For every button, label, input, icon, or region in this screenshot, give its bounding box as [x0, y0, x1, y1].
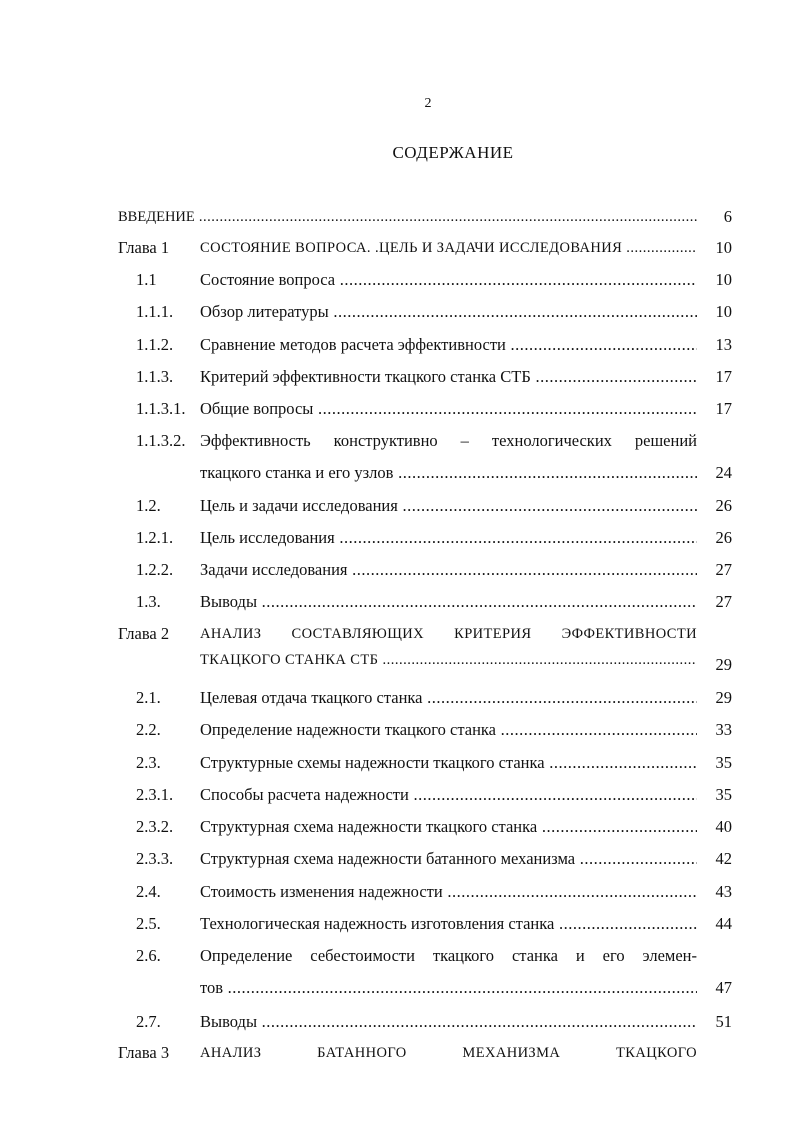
toc-page-2-3-3: 42: [715, 849, 732, 868]
toc-page-1-3: 27: [715, 592, 732, 611]
toc-entry-ch1: СОСТОЯНИЕ ВОПРОСА. .ЦЕЛЬ И ЗАДАЧИ ИССЛЕДОВАНИЯ .....: [200, 238, 697, 258]
toc-num-1-1-3-1: 1.1.3.1.: [136, 399, 186, 418]
page-number: 2: [424, 96, 432, 111]
toc-num-ch3: Глава 3: [118, 1043, 170, 1062]
toc-entry-2-6-line2: тов .....: [200, 978, 697, 998]
toc-num-1-1-1: 1.1.1.: [136, 302, 174, 321]
toc-page-ch1: 10: [715, 238, 732, 257]
toc-page-1-2-1: 26: [715, 528, 732, 547]
toc-entry-1-1-3: Критерий эффективности ткацкого станка СТБ .....: [200, 367, 697, 387]
toc-entry-2-5: Технологическая надежность изготовления станка .....: [200, 914, 697, 934]
toc-entry-ch2-line1: АНАЛИЗ СОСТАВЛЯЮЩИХ КРИТЕРИЯ ЭФФЕКТИВНОСТИ: [200, 626, 697, 642]
toc-entry-1-1: Состояние вопроса .....: [200, 270, 697, 290]
toc-entry-2-6-line1: Определение себестоимости ткацкого станка и его элемен-: [200, 946, 697, 965]
toc-entry-1-1-1: Обзор литературы .....: [200, 302, 697, 322]
toc-page-intro: 6: [723, 207, 732, 226]
toc-page-1-2-2: 27: [715, 560, 732, 579]
toc-entry-1-1-3-1: Общие вопросы .....: [200, 399, 697, 419]
toc-entry-ch2-line2: ТКАЦКОГО СТАНКА СТБ .....: [200, 650, 697, 670]
toc-page-1-1-1: 10: [715, 302, 732, 321]
toc-num-1-1-3: 1.1.3.: [136, 367, 174, 386]
toc-num-1-2-1: 1.2.1.: [136, 528, 174, 547]
toc-num-ch2: Глава 2: [118, 624, 170, 643]
toc-num-2-4: 2.4.: [136, 882, 161, 901]
toc-num-1-2-2: 1.2.2.: [136, 560, 174, 579]
toc-num-1-1: 1.1: [136, 270, 157, 289]
toc-page-ch2: 29: [715, 655, 732, 674]
toc-num-2-5: 2.5.: [136, 914, 161, 933]
toc-page-2-3-1: 35: [715, 785, 732, 804]
toc-entry-1-3: Выводы .....: [200, 592, 697, 612]
toc-page-1-1-3-2: 24: [715, 463, 732, 482]
toc-entry-2-3-3: Структурная схема надежности батанного механизма .....: [200, 849, 697, 869]
toc-num-1-1-3-2: 1.1.3.2.: [136, 431, 186, 450]
toc-num-2-3-2: 2.3.2.: [136, 817, 174, 836]
toc-page-1-1: 10: [715, 270, 732, 289]
toc-page-1-1-3: 17: [715, 367, 732, 386]
toc-entry-2-7: Выводы .....: [200, 1012, 697, 1032]
toc-entry-2-3-2: Структурная схема надежности ткацкого станка .....: [200, 817, 697, 837]
toc-page-2-2: 33: [715, 720, 732, 739]
toc-num-2-1: 2.1.: [136, 688, 161, 707]
toc-entry-2-3: Структурные схемы надежности ткацкого станка .....: [200, 753, 697, 773]
toc-num-2-3-1: 2.3.1.: [136, 785, 174, 804]
toc-entry-ch3-line1: АНАЛИЗ БАТАННОГО МЕХАНИЗМА ТКАЦКОГО: [200, 1045, 697, 1061]
toc-entry-2-2: Определение надежности ткацкого станка .....: [200, 720, 697, 740]
toc-num-2-7: 2.7.: [136, 1012, 161, 1031]
toc-num-1-1-2: 1.1.2.: [136, 335, 174, 354]
toc-entry-2-1: Целевая отдача ткацкого станка .....: [200, 688, 697, 708]
toc-page-2-4: 43: [715, 882, 732, 901]
toc-entry-1-1-3-2-line2: ткацкого станка и его узлов .....: [200, 463, 697, 483]
toc-entry-intro: ВВЕДЕНИЕ .....: [118, 207, 697, 227]
toc-page-1-2: 26: [715, 496, 732, 515]
toc-num-2-6: 2.6.: [136, 946, 161, 965]
toc-num-1-3: 1.3.: [136, 592, 161, 611]
toc-num-2-3-3: 2.3.3.: [136, 849, 174, 868]
page-title: СОДЕРЖАНИЕ: [392, 143, 514, 162]
toc-num-ch1: Глава 1: [118, 238, 170, 257]
toc-page-2-7: 51: [715, 1012, 732, 1031]
toc-entry-1-1-2: Сравнение методов расчета эффективности .....: [200, 335, 697, 355]
toc-entry-1-2-2: Задачи исследования .....: [200, 560, 697, 580]
toc-entry-1-1-3-2-line1: Эффективность конструктивно – технологических решений: [200, 431, 697, 450]
toc-entry-1-2: Цель и задачи исследования .....: [200, 496, 697, 516]
toc-num-1-2: 1.2.: [136, 496, 161, 515]
toc-entry-2-4: Стоимость изменения надежности .....: [200, 882, 697, 902]
toc-page-1-1-2: 13: [715, 335, 732, 354]
toc-entry-2-3-1: Способы расчета надежности .....: [200, 785, 697, 805]
toc-page-1-1-3-1: 17: [715, 399, 732, 418]
toc-page-2-1: 29: [715, 688, 732, 707]
toc-page-2-3-2: 40: [715, 817, 732, 836]
toc-num-2-2: 2.2.: [136, 720, 161, 739]
toc-num-2-3: 2.3.: [136, 753, 161, 772]
toc-page-2-6: 47: [715, 978, 732, 997]
toc-page-2-5: 44: [715, 914, 732, 933]
toc-page-2-3: 35: [715, 753, 732, 772]
toc-entry-1-2-1: Цель исследования .....: [200, 528, 697, 548]
